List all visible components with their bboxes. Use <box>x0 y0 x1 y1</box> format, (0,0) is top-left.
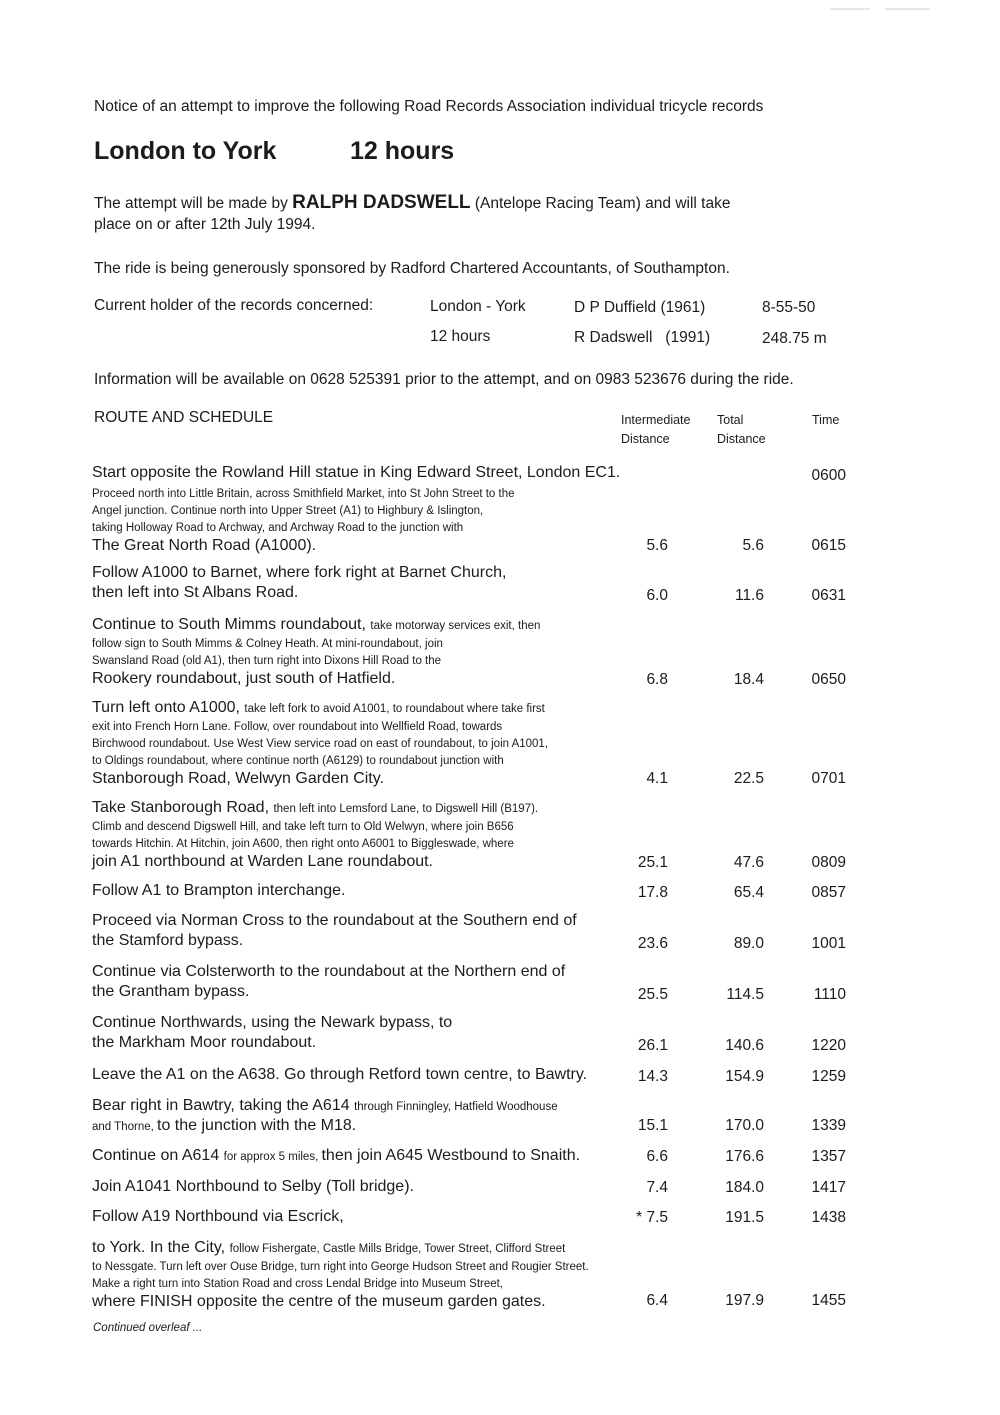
route-step-line <box>92 1238 589 1258</box>
column-header-total <box>717 411 766 449</box>
route-step-text: Bear right in Bawtry, taking the A614 <box>92 1097 355 1114</box>
arrival-time: 0809 <box>811 854 846 871</box>
route-step-text: Proceed north into Little Britain, across Smithfield Market, into St John Street to the <box>92 488 515 500</box>
arrival-time: 0650 <box>811 671 846 688</box>
route-step-line <box>92 1065 587 1085</box>
route-step-text: to Nessgate. Turn left over Ouse Bridge, turn right into George Hudson Street and Rougier Street. <box>92 1261 589 1273</box>
route-step-text: Follow A19 Northbound via Escrick, <box>92 1208 344 1225</box>
route-step-line <box>92 583 506 603</box>
total-distance: 89.0 <box>733 935 764 952</box>
route-step-text: Stanborough Road, Welwyn Garden City. <box>92 770 385 787</box>
route-step-line <box>92 881 345 901</box>
route-step-text: Climb and descend Digswell Hill, and take left turn to Old Welwyn, where join B656 <box>92 821 514 833</box>
route-step <box>92 1013 452 1053</box>
route-step <box>92 1065 587 1085</box>
total-distance: 22.5 <box>733 770 764 787</box>
intermediate-distance: 5.6 <box>646 537 668 554</box>
attempt-date: place on or after 12th July 1994. <box>94 216 316 233</box>
route-step-line <box>92 735 548 752</box>
total-distance: 47.6 <box>733 854 764 871</box>
intermediate-distance: 15.1 <box>637 1117 668 1134</box>
route-step-line <box>92 1177 414 1197</box>
route-step <box>92 1146 580 1166</box>
route-step-line <box>92 1096 558 1116</box>
route-step-text: The Great North Road (A1000). <box>92 537 317 554</box>
route-step-line <box>92 835 538 852</box>
route-step-line <box>92 563 506 583</box>
arrival-time: 0615 <box>811 537 846 554</box>
sponsor-line: The ride is being generously sponsored by Radford Chartered Accountants, of Southampton. <box>94 260 730 277</box>
route-step-line <box>92 536 515 556</box>
intermediate-distance: 26.1 <box>637 1037 668 1054</box>
route-step <box>92 463 620 483</box>
route-step-text: for approx 5 miles, <box>223 1151 322 1163</box>
total-distance: 65.4 <box>733 884 764 901</box>
route-step <box>92 962 565 1002</box>
route-step-text: and Thorne, <box>92 1121 158 1133</box>
arrival-time: 0701 <box>811 770 846 787</box>
route-step-text: then left into Lemsford Lane, to Digswell Hill (B197). <box>273 803 539 815</box>
total-distance: 18.4 <box>733 671 764 688</box>
record-name: 12 hours <box>430 328 491 345</box>
arrival-time: 1220 <box>811 1037 846 1054</box>
title-route: London to York <box>94 137 277 165</box>
route-step-text: Continue to South Mimms roundabout, <box>92 616 371 633</box>
route-step-line <box>92 615 540 635</box>
schedule-heading: ROUTE AND SCHEDULE <box>94 409 274 426</box>
route-step-text: then join A645 Westbound to Snaith. <box>321 1147 581 1164</box>
route-step-line <box>92 1207 344 1227</box>
attempt-prefix: The attempt will be made by <box>94 195 293 212</box>
total-distance: 140.6 <box>725 1037 764 1054</box>
route-step-line <box>92 818 538 835</box>
intermediate-distance: 6.8 <box>646 671 668 688</box>
attempt-paragraph <box>94 192 730 235</box>
route-step <box>92 1177 414 1197</box>
scan-artifact <box>830 8 870 10</box>
arrival-time: 1259 <box>811 1068 846 1085</box>
intermediate-distance: 7.4 <box>646 1179 668 1196</box>
route-step-text: the Markham Moor roundabout. <box>92 1034 317 1051</box>
route-step-text: towards Hitchin. At Hitchin, join A600, then right onto A6001 to Biggleswade, where <box>92 838 514 850</box>
route-step-text: Start opposite the Rowland Hill statue in King Edward Street, London EC1. <box>92 464 621 481</box>
arrival-time: 0857 <box>811 884 846 901</box>
column-header-intermediate <box>621 411 690 449</box>
route-step-text: Take Stanborough Road, <box>92 799 274 816</box>
route-step-line <box>92 502 515 519</box>
total-distance: 114.5 <box>726 986 764 1003</box>
scan-artifact <box>885 8 930 10</box>
route-step-text: Follow A1 to Brampton interchange. <box>92 882 346 899</box>
intermediate-distance: 6.0 <box>646 587 668 604</box>
route-step-text: Continue via Colsterworth to the roundabout at the Northern end of <box>92 963 566 980</box>
route-step-line <box>92 982 565 1002</box>
total-distance: 5.6 <box>742 537 764 554</box>
record-value: 248.75 m <box>762 330 827 347</box>
record-name: London - York <box>430 298 526 315</box>
arrival-time: 0631 <box>811 587 846 604</box>
route-step-line <box>92 1116 558 1136</box>
record-value: 8-55-50 <box>762 299 816 316</box>
route-step-text: Birchwood roundabout. Use West View service road on east of roundabout, to join A1001, <box>92 738 549 750</box>
route-step-text: Make a right turn into Station Road and cross Lendal Bridge into Museum Street, <box>92 1278 504 1290</box>
route-step <box>92 881 345 901</box>
route-step <box>92 911 577 951</box>
route-step-line <box>92 652 540 669</box>
intermediate-distance: 17.8 <box>637 884 668 901</box>
route-step-line <box>92 519 515 536</box>
column-header-text: Distance <box>621 432 670 446</box>
route-step <box>92 485 515 556</box>
route-step-text: Join A1041 Northbound to Selby (Toll bridge). <box>92 1178 414 1195</box>
route-step-text: join A1 northbound at Warden Lane roundabout. <box>92 853 433 870</box>
rider-name: RALPH DADSWELL <box>292 192 471 213</box>
route-step <box>92 615 540 689</box>
route-step-line <box>92 752 548 769</box>
route-step-text: follow sign to South Mimms & Colney Heath. At mini-roundabout, join <box>92 638 443 650</box>
route-step <box>92 1238 589 1312</box>
route-step-line <box>92 1013 452 1033</box>
arrival-time: 1339 <box>811 1117 846 1134</box>
route-step-text: the Grantham bypass. <box>92 983 250 1000</box>
route-step <box>92 1207 344 1227</box>
route-step-text: the Stamford bypass. <box>92 932 244 949</box>
route-step-text: taking Holloway Road to Archway, and Archway Road to the junction with <box>92 522 464 534</box>
total-distance: 191.5 <box>725 1209 764 1226</box>
route-step-text: Follow A1000 to Barnet, where fork right at Barnet Church, <box>92 564 507 581</box>
total-distance: 170.0 <box>725 1117 764 1134</box>
route-step-text: exit into French Horn Lane. Follow, over roundabout into Wellfield Road, towards <box>92 721 503 733</box>
arrival-time: 0600 <box>811 467 846 484</box>
route-step-line <box>92 1258 589 1275</box>
route-step-text: through Finningley, Hatfield Woodhouse <box>354 1101 558 1113</box>
arrival-time: 1357 <box>811 1148 846 1165</box>
column-header-text: Intermediate <box>621 413 691 427</box>
route-step-line <box>92 798 538 818</box>
intermediate-distance: 4.1 <box>646 770 668 787</box>
route-step-text: Leave the A1 on the A638. Go through Retford town centre, to Bawtry. <box>92 1066 588 1083</box>
total-distance: 176.6 <box>725 1148 764 1165</box>
records-label: Current holder of the records concerned: <box>94 297 374 314</box>
route-step <box>92 698 548 789</box>
attempt-suffix: (Antelope Racing Team) and will take <box>470 195 731 212</box>
total-distance: 184.0 <box>725 1179 764 1196</box>
route-step-line <box>92 962 565 982</box>
route-step-text: Angel junction. Continue north into Upper Street (A1) to Highbury & Islington, <box>92 505 484 517</box>
route-step-text: Swansland Road (old A1), then turn right into Dixons Hill Road to the <box>92 655 442 667</box>
total-distance: 197.9 <box>725 1292 764 1309</box>
route-step-text: Proceed via Norman Cross to the roundabout at the Southern end of <box>92 912 577 929</box>
route-step-line <box>92 635 540 652</box>
route-step-line <box>92 1146 580 1166</box>
total-distance: 154.9 <box>725 1068 764 1085</box>
route-step-text: take motorway services exit, then <box>370 620 541 632</box>
intermediate-distance: 23.6 <box>637 935 668 952</box>
record-holder: R Dadswell (1991) <box>574 329 711 346</box>
route-step-text: Rookery roundabout, just south of Hatfield. <box>92 670 396 687</box>
route-step-line <box>92 1292 589 1312</box>
route-step <box>92 798 538 872</box>
route-step-line <box>92 485 515 502</box>
route-step-text: take left fork to avoid A1001, to roundabout where take first <box>244 703 545 715</box>
route-step-text: to the junction with the M18. <box>157 1117 357 1134</box>
route-step-line <box>92 931 577 951</box>
column-header-text: Total <box>717 413 744 427</box>
route-step-text: Continue Northwards, using the Newark bypass, to <box>92 1014 453 1031</box>
route-step <box>92 1096 558 1136</box>
route-step-line <box>92 852 538 872</box>
intermediate-distance: 25.5 <box>637 986 668 1003</box>
arrival-time: 1001 <box>811 935 846 952</box>
column-header-time: Time <box>812 413 840 427</box>
route-step-line <box>92 463 620 483</box>
info-line: Information will be available on 0628 525391 prior to the attempt, and on 0983 523676 during the ride. <box>94 371 794 388</box>
intermediate-distance: 25.1 <box>637 854 668 871</box>
route-step-text: follow Fishergate, Castle Mills Bridge, Tower Street, Clifford Street <box>229 1243 566 1255</box>
intermediate-distance: 14.3 <box>637 1068 668 1085</box>
route-step-line <box>92 698 548 718</box>
route-step-line <box>92 911 577 931</box>
route-step-text: Continue on A614 <box>92 1147 224 1164</box>
intermediate-distance: * 7.5 <box>636 1209 668 1226</box>
column-header-text: Distance <box>717 432 766 446</box>
intermediate-distance: 6.4 <box>646 1292 668 1309</box>
route-step-text: to Oldings roundabout, where continue north (A6129) to roundabout junction with <box>92 755 504 767</box>
arrival-time: 1110 <box>813 986 846 1003</box>
route-step-line <box>92 1275 589 1292</box>
arrival-time: 1438 <box>811 1209 846 1226</box>
route-step-line <box>92 769 548 789</box>
title-duration: 12 hours <box>350 137 455 165</box>
intermediate-distance: 6.6 <box>646 1148 668 1165</box>
route-step-line <box>92 1033 452 1053</box>
route-step <box>92 563 506 603</box>
route-step-line <box>92 669 540 689</box>
route-step-text: where FINISH opposite the centre of the museum garden gates. <box>92 1293 546 1310</box>
route-step-line <box>92 718 548 735</box>
arrival-time: 1417 <box>811 1179 846 1196</box>
route-step-text: to York. In the City, <box>92 1239 230 1256</box>
notice-line: Notice of an attempt to improve the following Road Records Association individual tricycle records <box>94 98 764 115</box>
total-distance: 11.6 <box>734 587 764 604</box>
route-step-text: Turn left onto A1000, <box>92 699 245 716</box>
arrival-time: 1455 <box>811 1292 846 1309</box>
route-step-text: then left into St Albans Road. <box>92 584 299 601</box>
record-holder: D P Duffield (1961) <box>574 299 706 316</box>
continued-note: Continued overleaf ... <box>93 1322 203 1334</box>
